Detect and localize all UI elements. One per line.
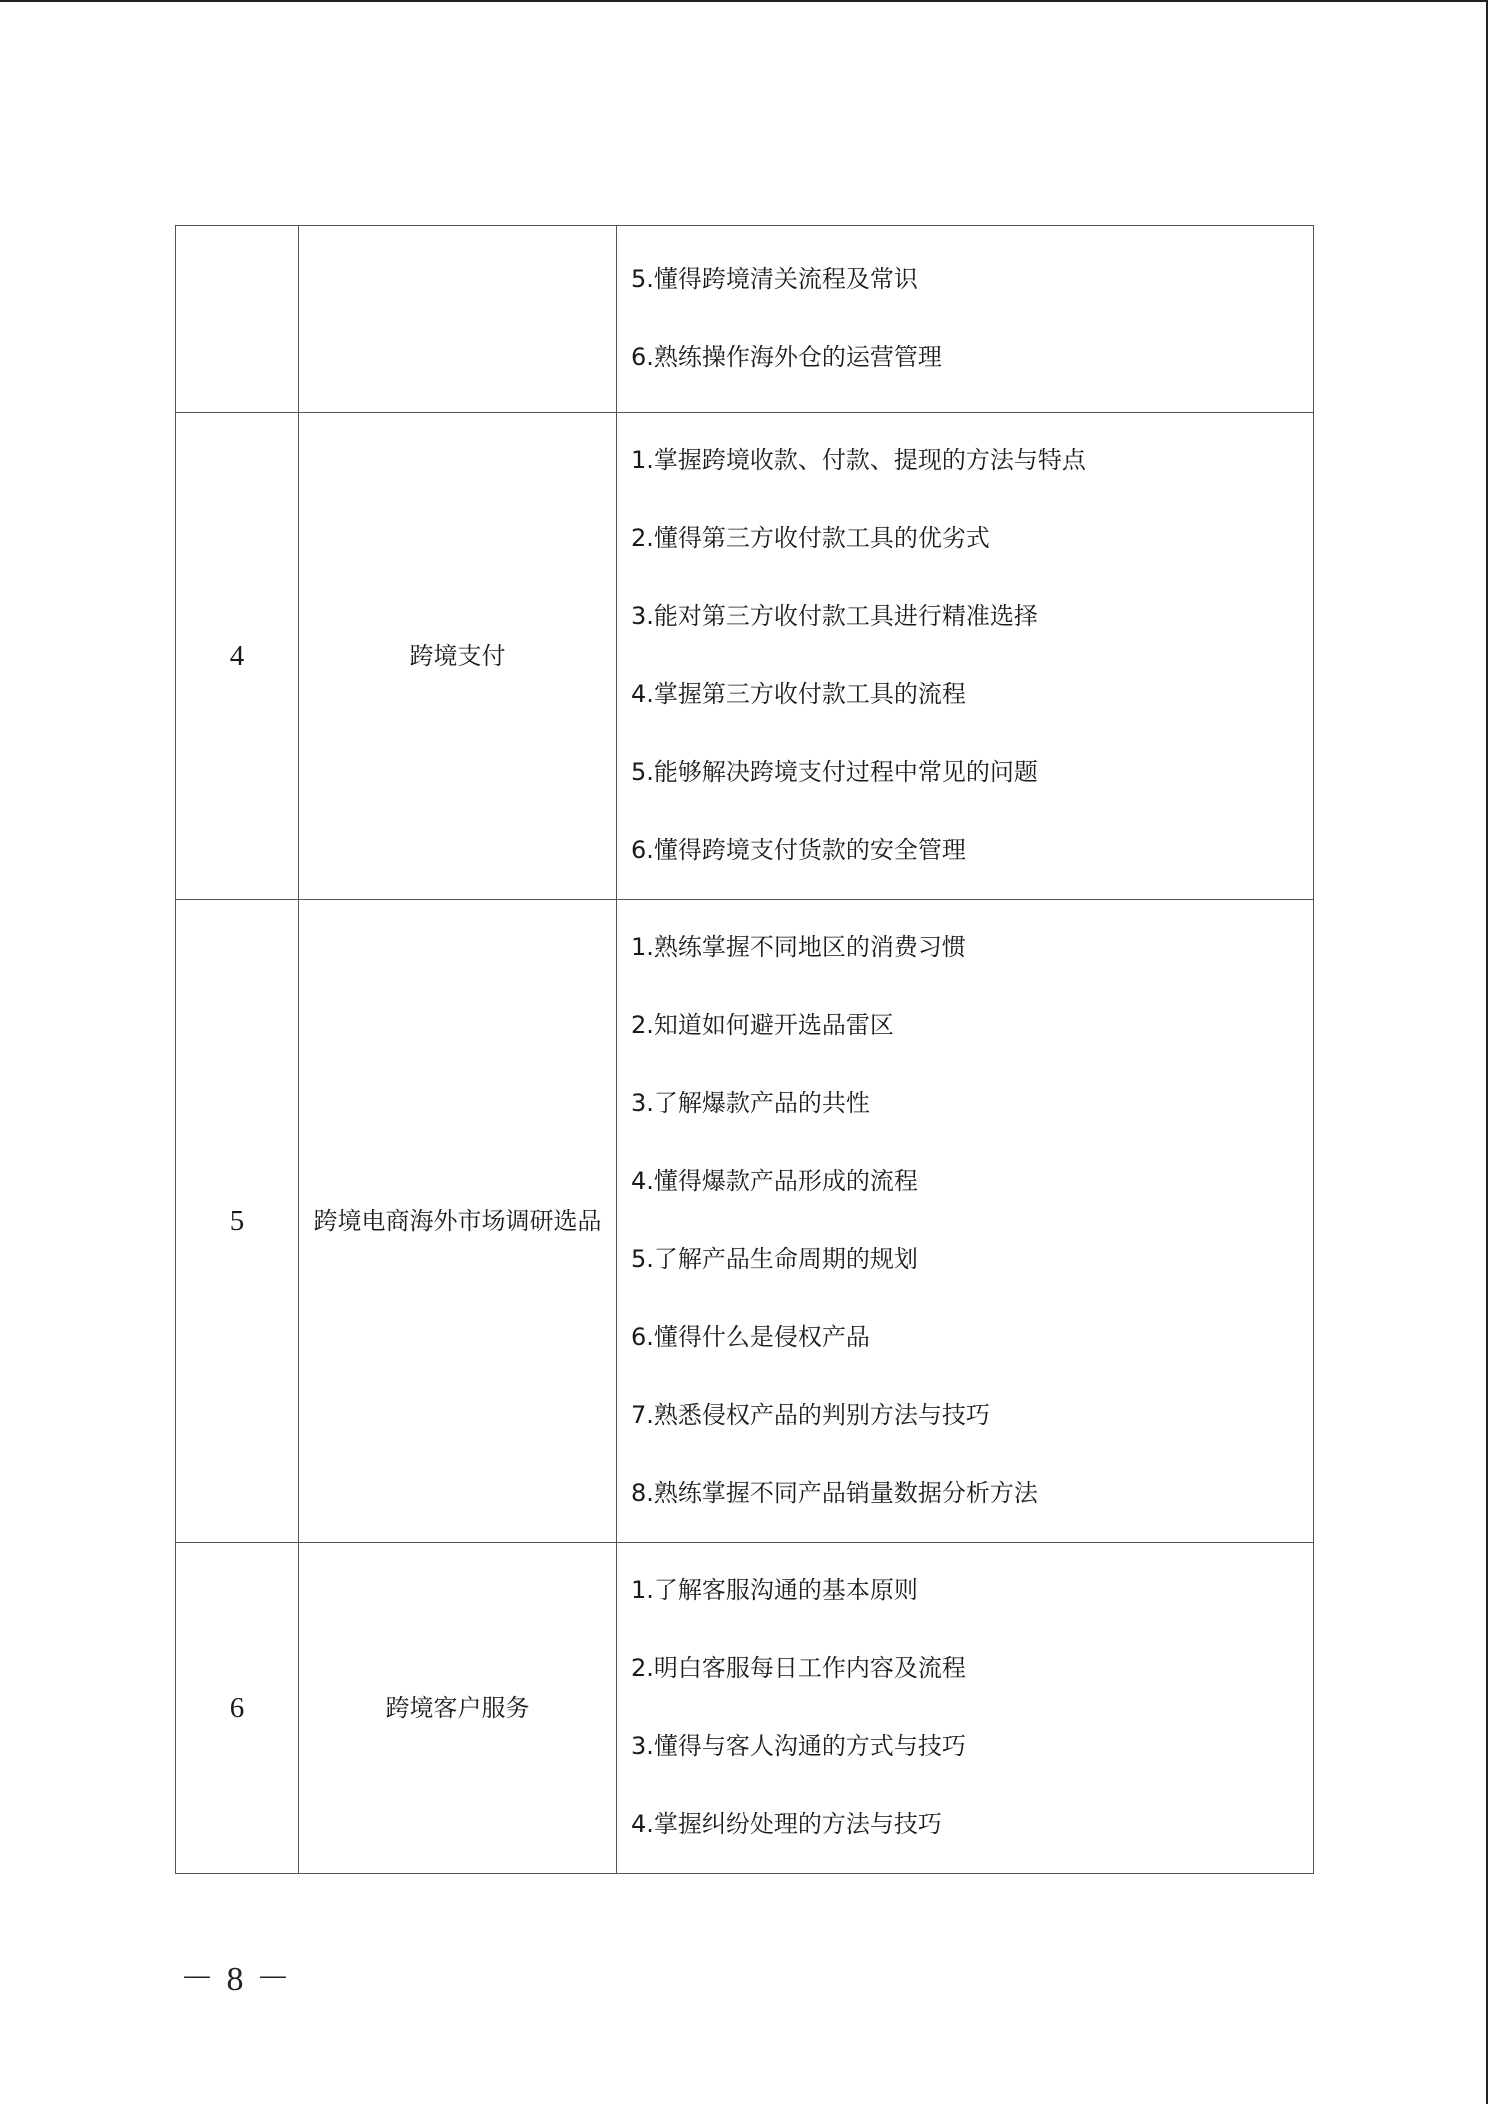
requirement-item: 1.掌握跨境收款、付款、提现的方法与特点 bbox=[631, 446, 1086, 474]
requirement-item: 4.掌握纠纷处理的方法与技巧 bbox=[631, 1810, 942, 1838]
requirement-item: 2.知道如何避开选品雷区 bbox=[631, 1011, 894, 1039]
table-row bbox=[176, 1543, 1314, 1874]
requirement-item: 6.懂得什么是侵权产品 bbox=[631, 1323, 870, 1351]
requirement-item: 4.懂得爆款产品形成的流程 bbox=[631, 1167, 918, 1195]
row-number-cell: 4 bbox=[176, 413, 299, 900]
table-row bbox=[176, 900, 1314, 1543]
requirements-cell bbox=[617, 1543, 1314, 1874]
page-number: － 8 － bbox=[180, 1961, 292, 1998]
table-row bbox=[176, 413, 1314, 900]
module-name-cell bbox=[299, 226, 617, 413]
module-name-cell: 跨境支付 bbox=[299, 413, 617, 900]
requirement-item: 4.掌握第三方收付款工具的流程 bbox=[631, 680, 966, 708]
requirement-item: 2.懂得第三方收付款工具的优劣式 bbox=[631, 524, 990, 552]
row-number-cell: 5 bbox=[176, 900, 299, 1543]
requirement-item: 5.懂得跨境清关流程及常识 bbox=[631, 265, 918, 293]
course-content-table bbox=[175, 225, 1314, 1874]
requirement-item: 1.了解客服沟通的基本原则 bbox=[631, 1576, 918, 1604]
requirement-item: 3.了解爆款产品的共性 bbox=[631, 1089, 870, 1117]
requirement-item: 6.熟练操作海外仓的运营管理 bbox=[631, 343, 942, 371]
row-number-cell: 6 bbox=[176, 1543, 299, 1874]
requirement-item: 2.明白客服每日工作内容及流程 bbox=[631, 1654, 966, 1682]
requirement-item: 6.懂得跨境支付货款的安全管理 bbox=[631, 836, 966, 864]
requirements-cell bbox=[617, 900, 1314, 1543]
requirement-item: 8.熟练掌握不同产品销量数据分析方法 bbox=[631, 1479, 1038, 1507]
module-name-cell: 跨境客户服务 bbox=[299, 1543, 617, 1874]
requirement-item: 1.熟练掌握不同地区的消费习惯 bbox=[631, 933, 966, 961]
requirement-item: 7.熟悉侵权产品的判别方法与技巧 bbox=[631, 1401, 990, 1429]
requirements-cell bbox=[617, 226, 1314, 413]
requirement-item: 3.能对第三方收付款工具进行精准选择 bbox=[631, 602, 1038, 630]
requirements-cell bbox=[617, 413, 1314, 900]
module-name-cell: 跨境电商海外市场调研选品 bbox=[299, 900, 617, 1543]
table-row bbox=[176, 226, 1314, 413]
page-top-border bbox=[0, 0, 1488, 2]
requirement-item: 3.懂得与客人沟通的方式与技巧 bbox=[631, 1732, 966, 1760]
row-number-cell bbox=[176, 226, 299, 413]
requirement-item: 5.能够解决跨境支付过程中常见的问题 bbox=[631, 758, 1038, 786]
requirement-item: 5.了解产品生命周期的规划 bbox=[631, 1245, 918, 1273]
